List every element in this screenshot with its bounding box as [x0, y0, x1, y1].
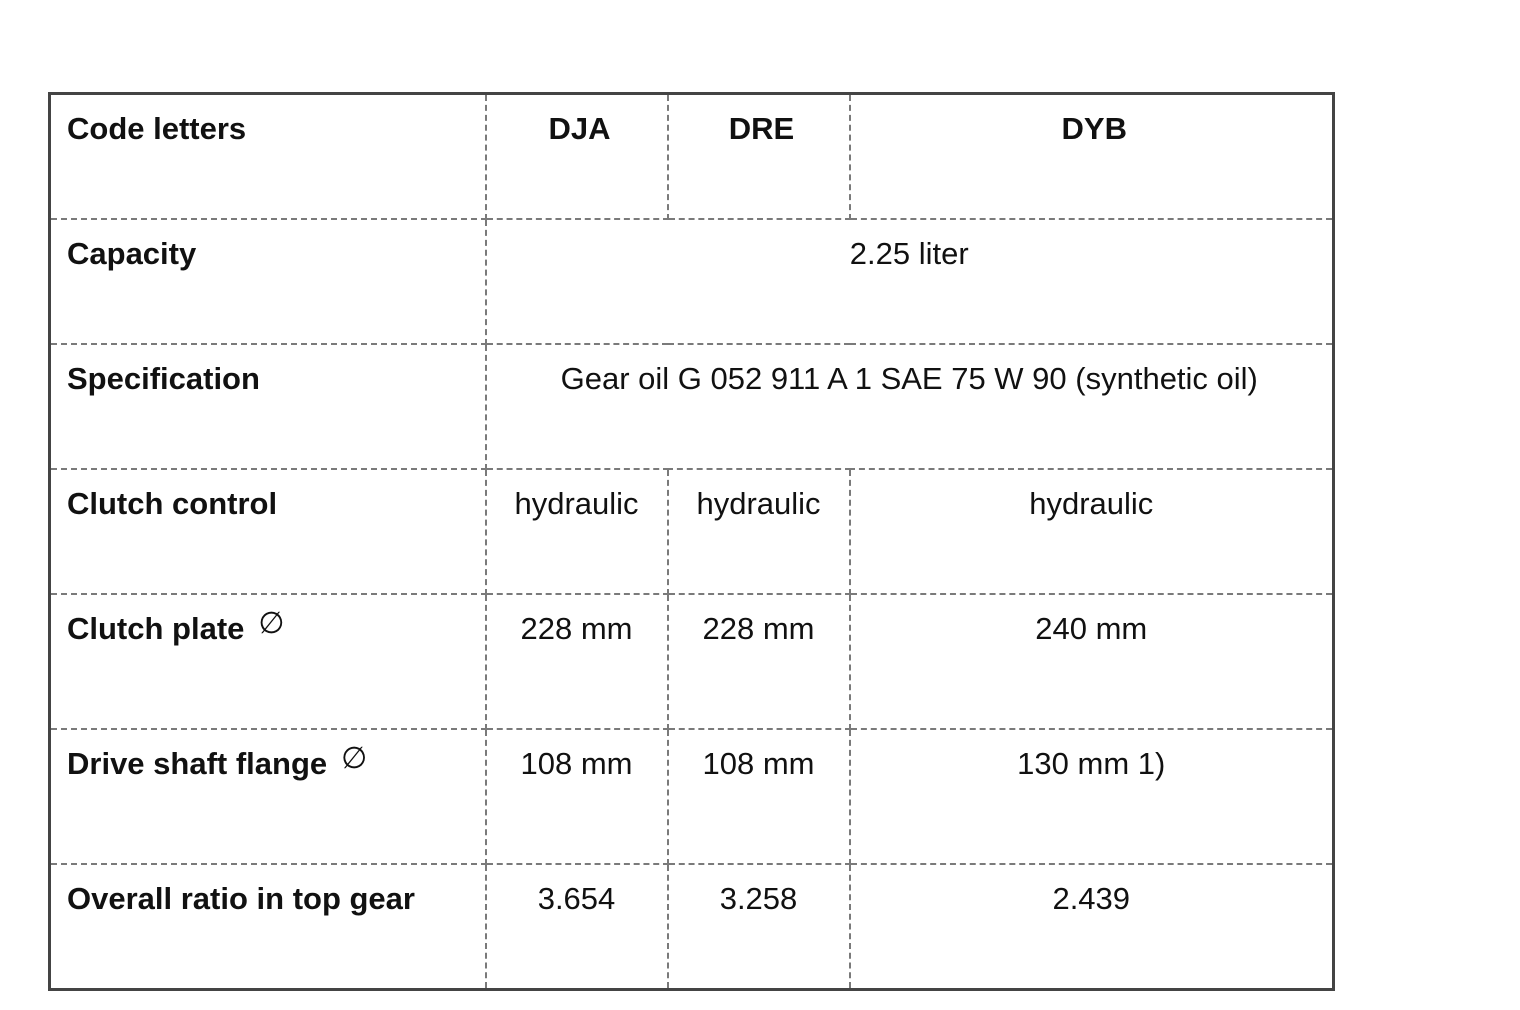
clutch-plate-dyb: 240 mm: [850, 594, 1334, 729]
specification-label: Specification: [50, 344, 486, 469]
clutch-plate-label-cell: [50, 594, 486, 729]
drive-shaft-flange-dja: 108 mm: [486, 729, 668, 864]
clutch-control-dja: hydraulic: [486, 469, 668, 594]
drive-shaft-flange-label-cell: [50, 729, 486, 864]
specification-value: Gear oil G 052 911 A 1 SAE 75 W 90 (synthetic oil): [486, 344, 1334, 469]
code-dja: DJA: [486, 94, 668, 220]
overall-ratio-dre: 3.258: [668, 864, 850, 990]
table-row-code-letters: [50, 94, 1334, 220]
clutch-plate-dre: 228 mm: [668, 594, 850, 729]
code-dre: DRE: [668, 94, 850, 220]
drive-shaft-flange-dre: 108 mm: [668, 729, 850, 864]
drive-shaft-flange-label: Drive shaft flange: [67, 746, 328, 781]
overall-ratio-dja: 3.654: [486, 864, 668, 990]
table-row-capacity: [50, 219, 1334, 344]
table-row-clutch-control: [50, 469, 1334, 594]
clutch-plate-dja: 228 mm: [486, 594, 668, 729]
diameter-icon: ∅: [341, 742, 368, 775]
clutch-control-dyb: hydraulic: [850, 469, 1334, 594]
table-row-specification: [50, 344, 1334, 469]
code-dyb: DYB: [850, 94, 1334, 220]
spec-table: [48, 92, 1335, 991]
table-row-drive-shaft-flange: [50, 729, 1334, 864]
clutch-control-label: Clutch control: [50, 469, 486, 594]
drive-shaft-flange-dyb: 130 mm 1): [850, 729, 1334, 864]
overall-ratio-dyb: 2.439: [850, 864, 1334, 990]
diameter-icon: ∅: [258, 607, 285, 640]
clutch-plate-label: Clutch plate: [67, 611, 245, 646]
code-letters-label: Code letters: [50, 94, 486, 220]
overall-ratio-label: Overall ratio in top gear: [50, 864, 486, 990]
capacity-value: 2.25 liter: [486, 219, 1334, 344]
table-row-overall-ratio: [50, 864, 1334, 990]
table-row-clutch-plate: [50, 594, 1334, 729]
capacity-label: Capacity: [50, 219, 486, 344]
clutch-control-dre: hydraulic: [668, 469, 850, 594]
